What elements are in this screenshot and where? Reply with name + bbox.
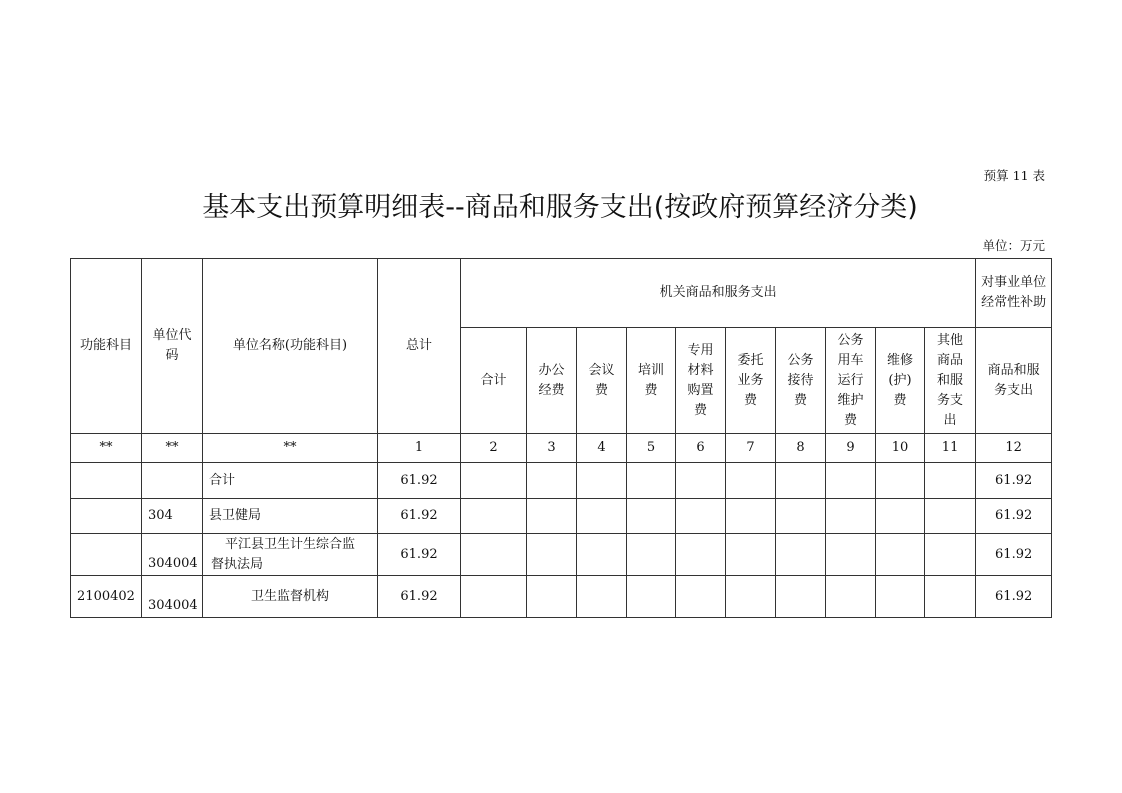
table-row — [71, 499, 1052, 534]
index-cell: 10 — [876, 434, 925, 463]
group-org-expenditure: 机关商品和服务支出 — [461, 259, 976, 328]
col-reception: 公务接待费 — [776, 328, 826, 434]
index-cell: ** — [142, 434, 203, 463]
table-number: 预算 11 表 — [983, 168, 1045, 183]
subsidy-cell: 61.92 — [976, 534, 1052, 576]
name-line: 平江县卫生计生综合监 — [225, 536, 356, 552]
index-cell: 11 — [925, 434, 976, 463]
page-title: 基本支出预算明细表--商品和服务支出(按政府预算经济分类) — [202, 192, 918, 223]
subsidy-cell: 61.92 — [976, 576, 1052, 618]
name-line: 督执法局 — [211, 556, 264, 572]
col-repair: 维修(护)费 — [876, 328, 925, 434]
index-cell: 9 — [826, 434, 876, 463]
col-meeting: 会议费 — [577, 328, 627, 434]
name-cell: 合计 — [203, 463, 378, 499]
index-cell: ** — [71, 434, 142, 463]
index-cell: 8 — [776, 434, 826, 463]
index-row — [71, 434, 1052, 463]
table-row — [71, 534, 1052, 576]
index-cell: 4 — [577, 434, 627, 463]
col-training: 培训费 — [627, 328, 676, 434]
col-func-subject: 功能科目 — [71, 259, 142, 434]
name-cell — [203, 534, 378, 576]
index-cell: 7 — [726, 434, 776, 463]
total-cell: 61.92 — [378, 534, 461, 576]
header-row-1 — [71, 259, 1052, 328]
col-entrusted: 委托业务费 — [726, 328, 776, 434]
index-cell: 3 — [527, 434, 577, 463]
func-cell — [71, 534, 142, 576]
col-unit-name: 单位名称(功能科目) — [203, 259, 378, 434]
code-cell: 304 — [142, 499, 203, 534]
name-cell: 卫生监督机构 — [203, 576, 378, 618]
total-cell: 61.92 — [378, 499, 461, 534]
index-cell: 12 — [976, 434, 1052, 463]
subsidy-cell: 61.92 — [976, 499, 1052, 534]
col-other: 其他商品和服务支出 — [925, 328, 976, 434]
total-cell: 61.92 — [378, 463, 461, 499]
budget-table — [70, 258, 1052, 618]
index-cell: 2 — [461, 434, 527, 463]
col-unit-code: 单位代码 — [142, 259, 203, 434]
col-subtotal: 合计 — [461, 328, 527, 434]
name-cell: 县卫健局 — [203, 499, 378, 534]
col-special-materials: 专用材料购置费 — [676, 328, 726, 434]
func-cell: 2100402 — [71, 576, 142, 618]
total-cell: 61.92 — [378, 576, 461, 618]
col-subsidy-goods: 商品和服务支出 — [976, 328, 1052, 434]
col-office: 办公经费 — [527, 328, 577, 434]
code-cell — [142, 463, 203, 499]
index-cell: 5 — [627, 434, 676, 463]
unit-label: 单位：万元 — [982, 238, 1045, 253]
col-vehicle: 公务用车运行维护费 — [826, 328, 876, 434]
func-cell — [71, 463, 142, 499]
index-cell: 6 — [676, 434, 726, 463]
index-cell: 1 — [378, 434, 461, 463]
index-cell: ** — [203, 434, 378, 463]
func-cell — [71, 499, 142, 534]
col-total: 总计 — [378, 259, 461, 434]
table-row — [71, 576, 1052, 618]
code-cell: 304004 — [142, 576, 203, 618]
table-row — [71, 463, 1052, 499]
code-cell: 304004 — [142, 534, 203, 576]
group-subsidy: 对事业单位经常性补助 — [976, 259, 1052, 328]
subsidy-cell: 61.92 — [976, 463, 1052, 499]
